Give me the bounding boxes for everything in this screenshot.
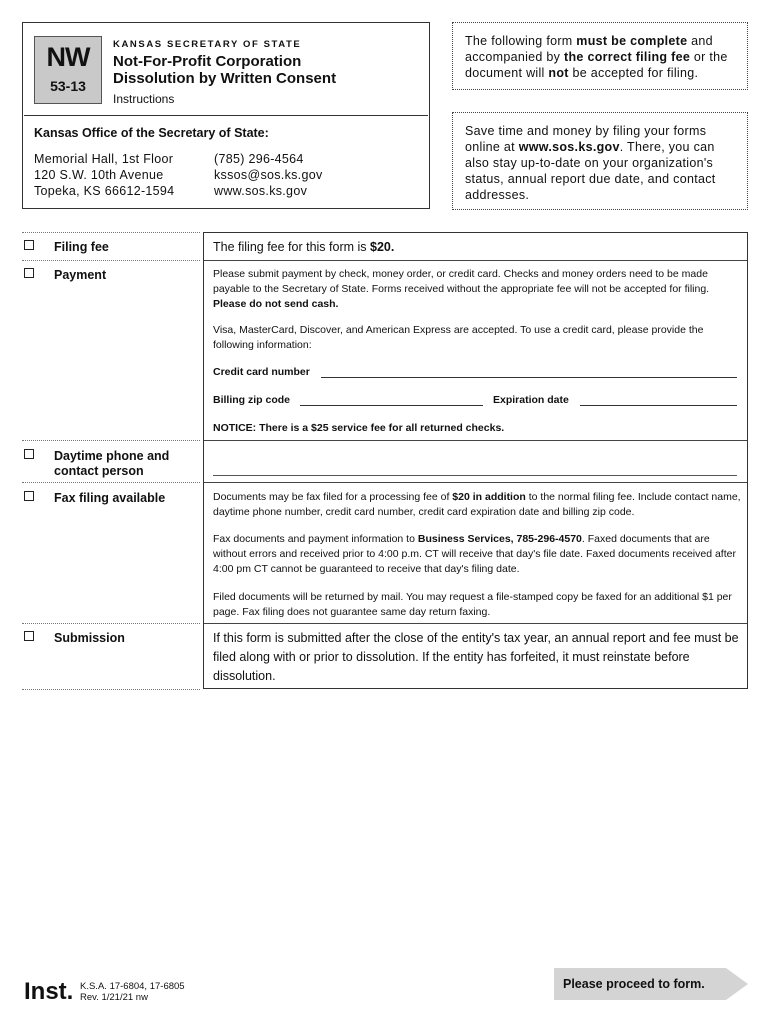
address-line: Topeka, KS 66612-1594	[34, 184, 175, 198]
submission-checkbox[interactable]	[24, 631, 34, 641]
credit-card-label: Credit card number	[213, 366, 310, 378]
contact-checkbox[interactable]	[24, 449, 34, 459]
address-line: 120 S.W. 10th Avenue	[34, 168, 164, 182]
filing-fee-text: The filing fee for this form is $20.	[213, 240, 395, 254]
filing-fee-checkbox[interactable]	[24, 240, 34, 250]
row-divider	[204, 440, 747, 441]
form-number: 53-13	[50, 78, 86, 94]
website-link[interactable]: www.sos.ks.gov	[518, 140, 620, 154]
agency-name: KANSAS SECRETARY OF STATE	[113, 39, 302, 50]
returned-check-notice: NOTICE: There is a $25 service fee for all returned checks.	[213, 422, 505, 434]
billing-zip-label: Billing zip code	[213, 394, 291, 406]
online-filing-notice: Save time and money by filing your forms online at www.sos.ks.gov. There, you can also stay up-to-date on your organization's status, annual report due date, and contact addresses.	[452, 112, 748, 210]
office-website[interactable]: www.sos.ks.gov	[214, 184, 308, 198]
form-subtitle: Instructions	[113, 92, 175, 106]
revision-date: Rev. 1/21/21 nw	[80, 992, 148, 1003]
billing-zip-field[interactable]	[300, 393, 483, 406]
form-title-line2: Dissolution by Written Consent	[113, 70, 337, 87]
inst-label: Inst.	[24, 978, 74, 1005]
office-contact	[214, 151, 323, 199]
requirement-notice: The following form must be complete and accompanied by the correct filing fee or the document will not be accepted for filing.	[452, 22, 748, 90]
separator	[22, 232, 200, 233]
filing-fee-amount: $20.	[370, 240, 395, 254]
fax-number: Business Services, 785-296-4570	[417, 533, 582, 545]
contact-person-field[interactable]	[213, 463, 737, 476]
credit-card-number-field[interactable]	[321, 365, 737, 378]
office-title: Kansas Office of the Secretary of State:	[34, 126, 269, 140]
header-divider	[24, 115, 428, 116]
fax-label: Fax filing available	[54, 491, 166, 505]
fax-paragraph-1: Documents may be fax filed for a processing fee of $20 in addition to the normal filing fee. Include contact name, daytime phone number, credit card number, credit card expiration date and billing zip code.	[213, 491, 741, 518]
proceed-label[interactable]: Please proceed to form.	[563, 977, 705, 991]
expiration-date-field[interactable]	[580, 393, 737, 406]
payment-paragraph: Please submit payment by check, money order, or credit card. Checks and money orders need to be made payable to the Secretary of State. Forms received without the appropriate fee will not be accepted for filing. Please do not send cash.	[213, 268, 710, 310]
row-divider	[204, 623, 747, 624]
separator	[22, 482, 200, 483]
form-code: NW	[46, 42, 90, 72]
row-divider	[204, 482, 747, 483]
expiration-label: Expiration date	[493, 394, 569, 406]
separator	[22, 260, 200, 261]
fax-paragraph-2: Fax documents and payment information to Business Services, 785-296-4570. Faxed documents that are without errors and received prior to 4:00 p.m. CT will receive that day's file date. Faxed documents received after 4:00 pm CT cannot be guaranteed to receive that day's filing date.	[213, 533, 736, 575]
credit-card-paragraph: Visa, MasterCard, Discover, and American Express are accepted. To use a credit card, please provide the following information:	[213, 324, 704, 351]
contact-label: Daytime phone and contact person	[54, 449, 170, 478]
separator	[22, 623, 200, 624]
office-address	[34, 151, 174, 199]
submission-text: If this form is submitted after the close of the entity's tax year, an annual report and fee must be filed along with or prior to dissolution. If the entity has forfeited, it must reinstate before dissolution.	[213, 631, 739, 683]
form-title-line1: Not-For-Profit Corporation	[113, 53, 302, 70]
payment-label: Payment	[54, 268, 107, 282]
row-divider	[204, 260, 747, 261]
submission-label: Submission	[54, 631, 125, 645]
office-email[interactable]: kssos@sos.ks.gov	[214, 168, 323, 182]
address-line: Memorial Hall, 1st Floor	[34, 152, 174, 166]
filing-fee-label: Filing fee	[54, 240, 109, 254]
fax-paragraph-3: Filed documents will be returned by mail. You may request a file-stamped copy be faxed for an additional $1 per page. Fax filing does not guarantee same day return faxing.	[213, 591, 732, 618]
statute-reference: K.S.A. 17-6804, 17-6805 Rev. 1/21/21 nw	[80, 981, 185, 1003]
fax-checkbox[interactable]	[24, 491, 34, 501]
separator	[22, 440, 200, 441]
office-phone: (785) 296-4564	[214, 152, 304, 166]
payment-checkbox[interactable]	[24, 268, 34, 278]
separator	[22, 689, 200, 690]
